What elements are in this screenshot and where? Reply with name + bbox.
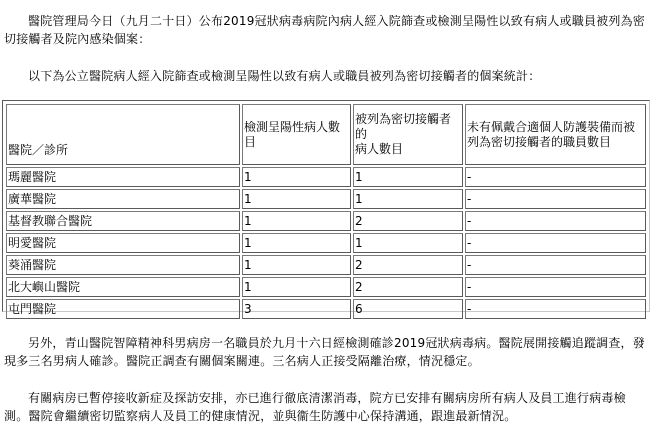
cell-contact-staff: - (465, 299, 646, 319)
case-statistics-table (2, 100, 650, 316)
header-contact-staff: 未有佩戴合適個人防護裝備而被列為密切接觸者的職員數目 (465, 104, 646, 165)
cell-contact-patients: 1 (353, 233, 463, 253)
table-row (6, 233, 646, 253)
cell-contact-staff: - (465, 167, 646, 187)
cell-contact-patients: 6 (353, 299, 463, 319)
measures-paragraph: 有關病房已暫停接收新症及探訪安排，亦已進行徹底清潔消毒，院方已安排有關病房所有病人及員工進行病毒檢測。醫院會繼續密切監察病人及員工的健康情況，並與衞生防護中心保持溝通，跟進最新情況。 (4, 391, 626, 423)
cell-contact-staff: - (465, 277, 646, 297)
cell-hospital: 明愛醫院 (6, 233, 240, 253)
cell-contact-patients: 1 (353, 189, 463, 209)
cell-contact-staff: - (465, 233, 646, 253)
cell-contact-patients: 2 (353, 277, 463, 297)
table-row (6, 255, 646, 275)
table-row (6, 277, 646, 297)
cell-contact-staff: - (465, 211, 646, 231)
intro-paragraph: 醫院管理局今日（九月二十日）公布2019冠狀病毒病院內病人經入院篩查或檢測呈陽性以致有病人或職員被列為密切接觸者及院內感染個案： (4, 14, 645, 46)
table-row (6, 167, 646, 187)
table-row (6, 211, 646, 231)
cell-contact-patients: 2 (353, 255, 463, 275)
cell-hospital: 廣華醫院 (6, 189, 240, 209)
cell-contact-patients: 1 (353, 167, 463, 187)
cell-contact-staff: - (465, 255, 646, 275)
cell-positive-patients: 3 (242, 299, 351, 319)
table-header-row (6, 104, 646, 165)
cell-contact-staff: - (465, 189, 646, 209)
cell-positive-patients: 1 (242, 189, 351, 209)
cell-contact-patients: 2 (353, 211, 463, 231)
outbreak-paragraph: 另外，青山醫院智障精神科男病房一名職員於九月十六日經檢測確診2019冠狀病毒病。醫院展開接觸追蹤調查，發現多三名男病人確診。醫院正調查有關個案關連。三名病人正接受隔離治療，情況穩定。 (4, 336, 645, 368)
cell-hospital: 瑪麗醫院 (6, 167, 240, 187)
cell-hospital: 基督教聯合醫院 (6, 211, 240, 231)
table-row (6, 299, 646, 319)
cell-hospital: 葵涌醫院 (6, 255, 240, 275)
cell-positive-patients: 1 (242, 211, 351, 231)
cell-positive-patients: 1 (242, 277, 351, 297)
cell-positive-patients: 1 (242, 255, 351, 275)
header-contact-patients: 被列為密切接觸者的 病人數目 (353, 104, 463, 165)
header-positive-patients: 檢測呈陽性病人數目 (242, 104, 351, 165)
cell-hospital: 北大嶼山醫院 (6, 277, 240, 297)
cell-hospital: 屯門醫院 (6, 299, 240, 319)
header-hospital: 醫院／診所 (6, 104, 240, 165)
cell-positive-patients: 1 (242, 233, 351, 253)
table-row (6, 189, 646, 209)
cell-positive-patients: 1 (242, 167, 351, 187)
table-lead-paragraph: 以下為公立醫院病人經入院篩查或檢測呈陽性以致有病人或職員被列為密切接觸者的個案統計： (28, 69, 541, 83)
